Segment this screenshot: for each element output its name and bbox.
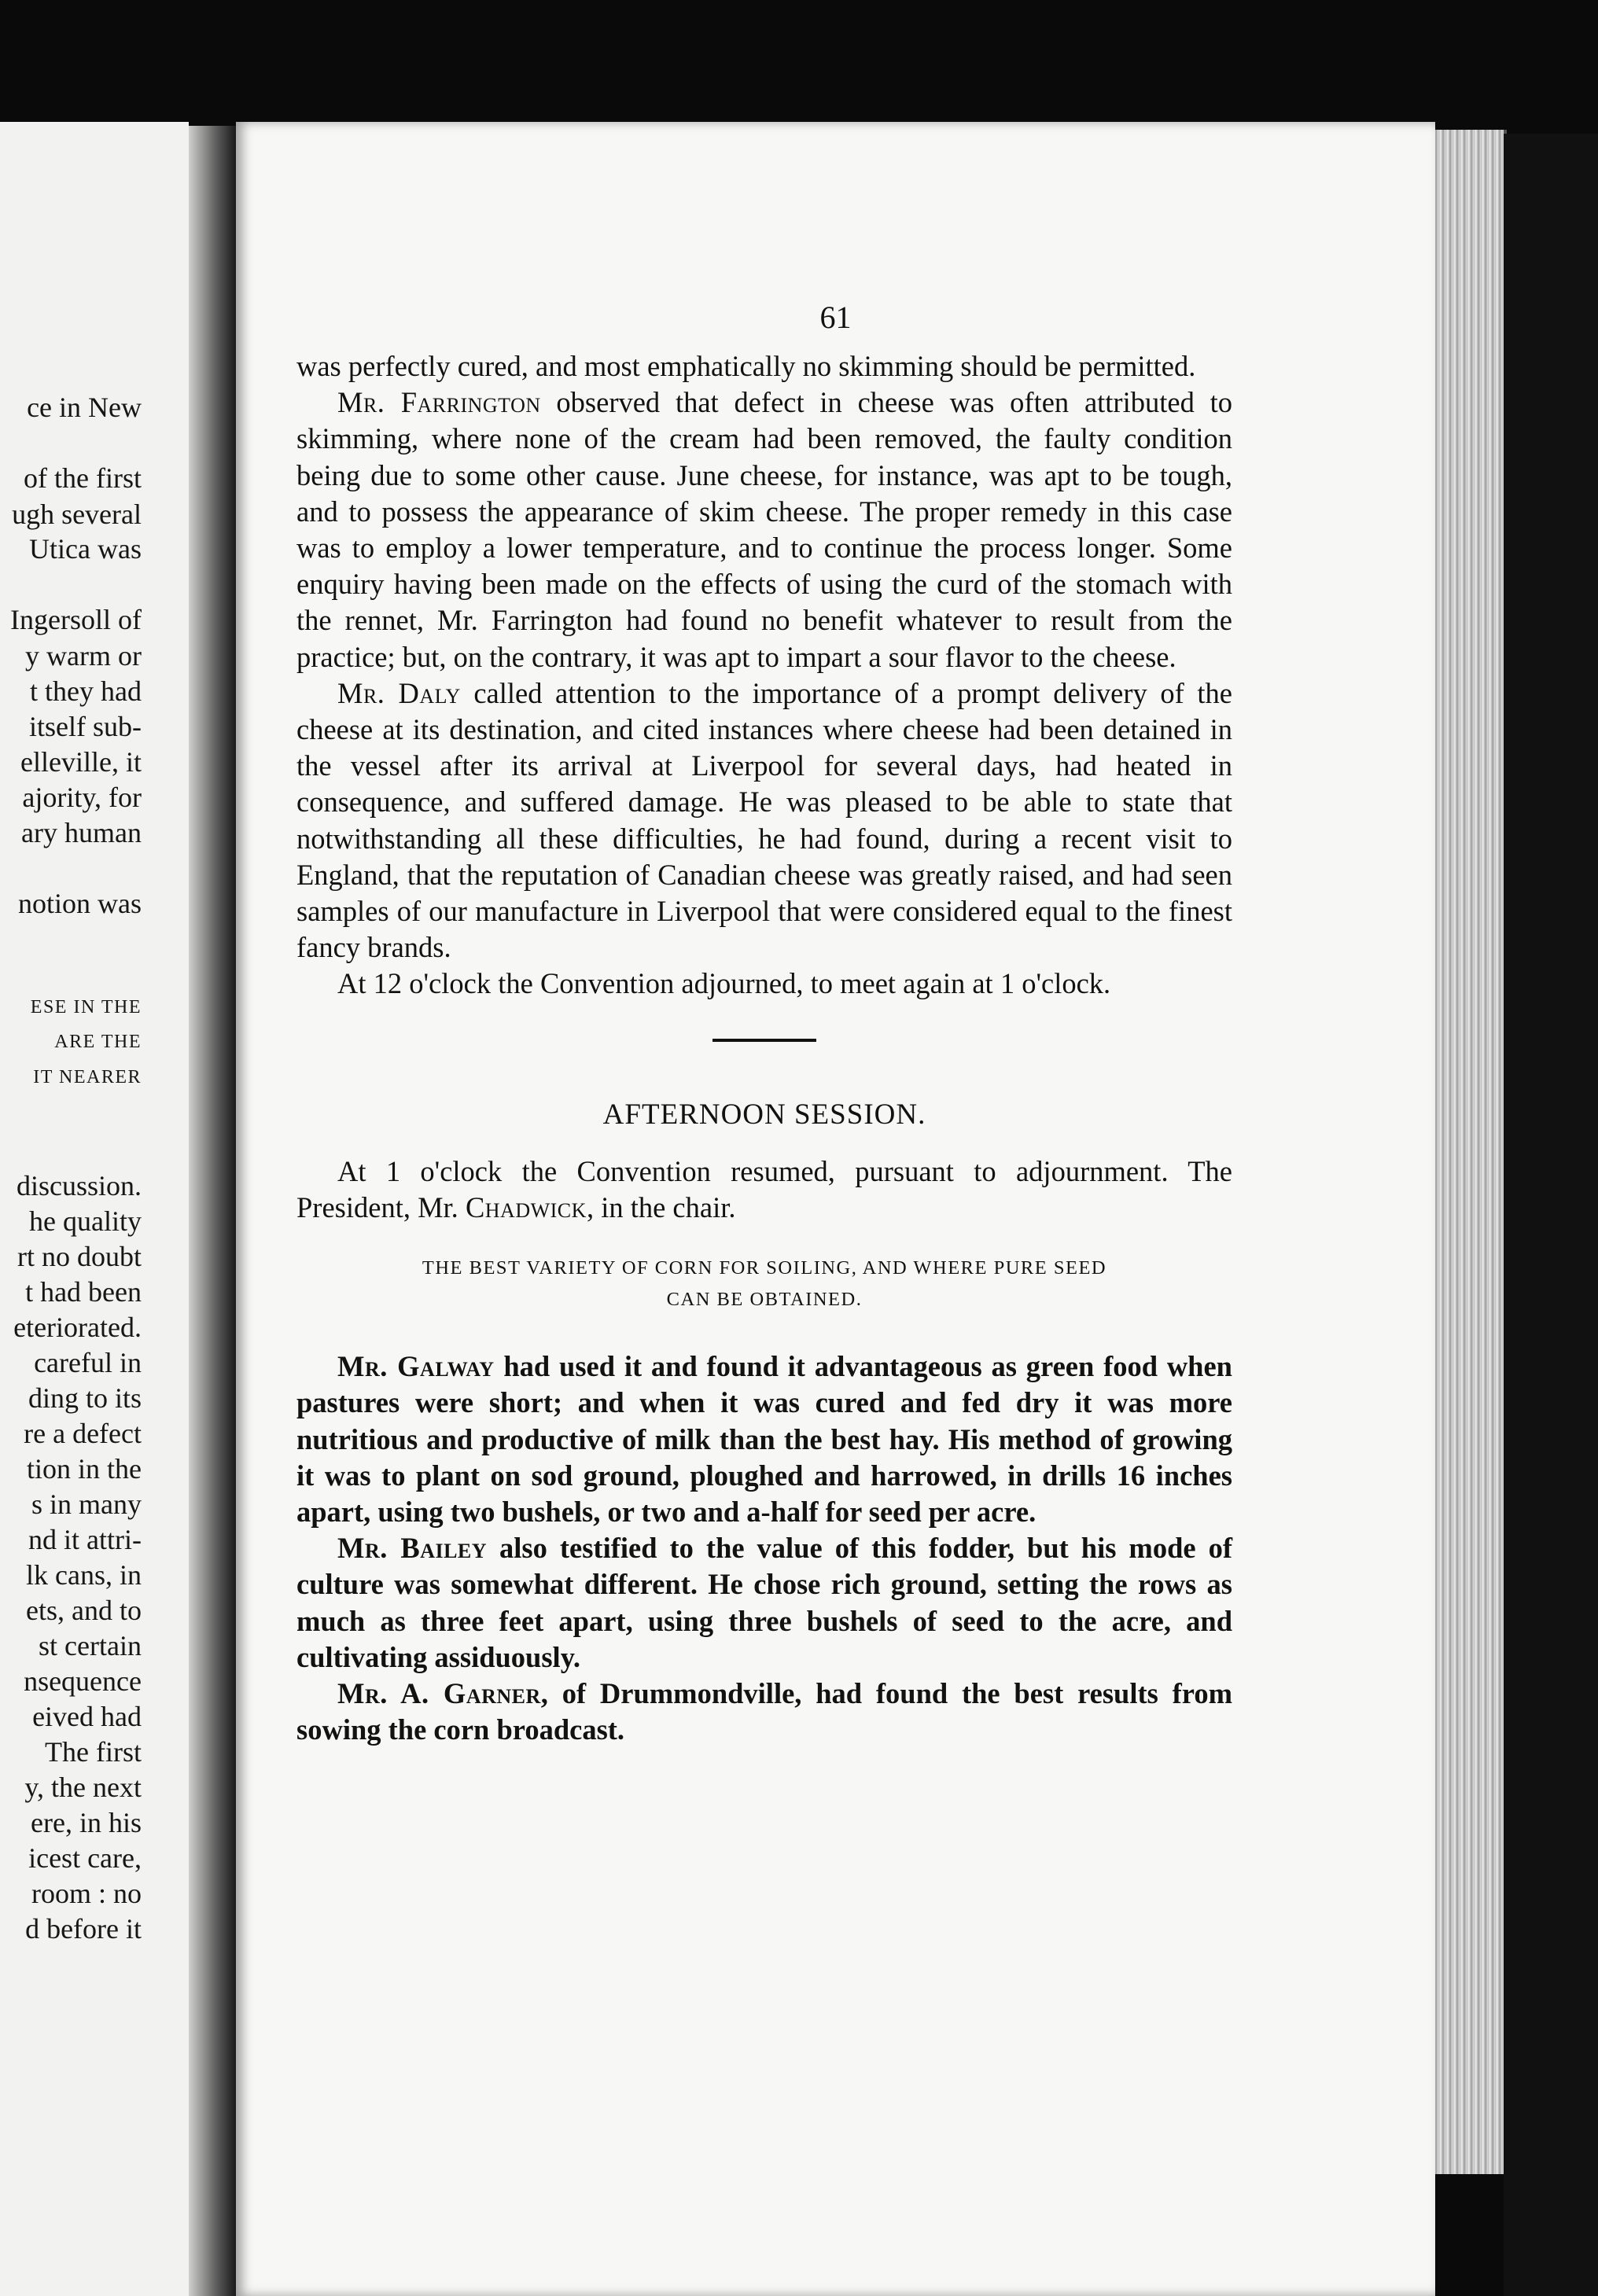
left-page-line: nsequence bbox=[24, 1665, 142, 1697]
left-page-line: careful in bbox=[34, 1347, 142, 1378]
paragraph-resumed bbox=[296, 1154, 1232, 1226]
left-page-line: ets, and to bbox=[26, 1595, 142, 1626]
left-page-line: eived had bbox=[32, 1701, 142, 1732]
left-page-line: eteriorated. bbox=[13, 1312, 142, 1343]
left-page-line: The first bbox=[45, 1736, 142, 1768]
left-page-line: icest care, bbox=[28, 1842, 142, 1874]
speaker-name: Mr. A. Garner bbox=[337, 1677, 541, 1710]
section-divider bbox=[712, 1039, 816, 1042]
paragraph-text: , of Drummondville, had found the best results from sowing the corn broadcast. bbox=[296, 1677, 1232, 1746]
left-page-line: room : no bbox=[31, 1878, 142, 1909]
topic-heading-line: THE BEST VARIETY OF CORN FOR SOILING, AND WHERE PURE SEED bbox=[422, 1257, 1107, 1279]
speaker-name: Mr. Bailey bbox=[337, 1532, 488, 1565]
topic-heading-line: CAN BE OBTAINED. bbox=[666, 1289, 863, 1311]
paragraph-text: also testified to the value of this fodder, but his mode of culture was somewhat different. He chose rich ground, setting the rows as much as three feet apart, using three bushels of seed to the acre, and cultivating assiduously. bbox=[296, 1532, 1232, 1673]
left-page-line: elleville, it bbox=[20, 746, 142, 778]
left-page-line: discussion. bbox=[16, 1170, 142, 1201]
left-page-line: of the first bbox=[24, 462, 142, 494]
left-page-line: y, the next bbox=[24, 1772, 142, 1803]
left-page-line: t had been bbox=[25, 1276, 142, 1308]
paragraph-text: had used it and found it advantageous as green food when pastures were short; and when it was cured and fed dry it was more nutritious and productive of milk than the best hay. His method of growing it was to plant on sod ground, ploughed and harrowed, in drills 16 inches apart, using two bushels, or two and a-half for seed per acre. bbox=[296, 1350, 1232, 1529]
left-page-line: ugh several bbox=[12, 499, 142, 530]
left-page-line: lk cans, in bbox=[26, 1559, 142, 1591]
book-page bbox=[236, 122, 1435, 2296]
paragraph-continuation: was perfectly cured, and most emphatically no skimming should be permitted. bbox=[296, 350, 1196, 382]
left-page-line: ere, in his bbox=[31, 1807, 142, 1838]
section-title: AFTERNOON SESSION. bbox=[602, 1098, 926, 1131]
paragraph-text: called attention to the importance of a prompt delivery of the cheese at its destination, and cited instances where cheese had been detained in the vessel after its arrival at Liverpool for several days, had heated in consequence, and suffered damage. He was pleased to be able to state that notwithstanding all these difficulties, he had found, during a recent visit to England, that the reputation of Canadian cheese was greatly raised, and had seen samples of our manufacture in Liverpool that were considered equal to the finest fancy brands. bbox=[296, 676, 1232, 964]
left-page-line: tion in the bbox=[27, 1453, 142, 1485]
left-page-line: y warm or bbox=[25, 640, 142, 672]
page-edges bbox=[1431, 130, 1507, 2174]
left-page-line: st certain bbox=[39, 1630, 142, 1661]
left-page-line: he quality bbox=[29, 1205, 142, 1237]
left-page-line: ce in New bbox=[27, 392, 142, 423]
paragraph-text: observed that defect in cheese was often attributed to skimming, where none of the cream had been removed, the faulty condition being due to some other cause. June cheese, for instance, was apt to be tough, and to possess the appearance of skim cheese. The proper remedy in this case was to employ a lower temperature, and to continue the process longer. Some enquiry having been made on the effects of using the curd of the stomach with the rennet, Mr. Farrington had found no benefit whatever to result from the practice; but, on the contrary, it was apt to impart a sour flavor to the cheese. bbox=[296, 386, 1232, 673]
left-page-line: ESE IN THE bbox=[30, 997, 142, 1017]
paragraph-bailey bbox=[296, 1530, 1232, 1676]
left-page-line: d before it bbox=[25, 1913, 142, 1945]
left-page-line: itself sub- bbox=[29, 711, 142, 742]
speaker-name: Mr. Galway bbox=[337, 1350, 495, 1383]
page-number: 61 bbox=[819, 300, 852, 335]
left-page-line: Ingersoll of bbox=[10, 604, 142, 635]
left-page-line: ajority, for bbox=[22, 782, 142, 813]
left-page-line: re a defect bbox=[24, 1418, 142, 1449]
left-page-line: rt no doubt bbox=[17, 1241, 142, 1272]
left-page-line: ARE THE bbox=[54, 1032, 142, 1052]
paragraph-adjourned: At 12 o'clock the Convention adjourned, to meet again at 1 o'clock. bbox=[337, 967, 1111, 1000]
topic-heading bbox=[296, 1253, 1232, 1315]
left-page-line: ary human bbox=[21, 817, 142, 848]
left-page-line: IT NEARER bbox=[33, 1067, 142, 1087]
left-page-line: notion was bbox=[18, 888, 142, 919]
speaker-name: Chadwick bbox=[465, 1191, 587, 1224]
paragraph-farrington bbox=[296, 385, 1232, 675]
speaker-name: Mr. Daly bbox=[337, 676, 461, 709]
left-page-line: nd it attri- bbox=[28, 1524, 142, 1555]
paragraph-text: At 1 o'clock the Convention resumed, pursuant to adjournment. The President, Mr. bbox=[296, 1154, 1232, 1224]
left-page-line: Utica was bbox=[29, 533, 142, 565]
left-page-line: t they had bbox=[30, 675, 142, 707]
paragraph-daly bbox=[296, 675, 1232, 966]
left-page-line: s in many bbox=[31, 1488, 142, 1520]
paragraph-galway bbox=[296, 1349, 1232, 1530]
scan-background bbox=[1504, 134, 1598, 2296]
speaker-name: Mr. Farrington bbox=[337, 386, 541, 419]
page-body bbox=[296, 348, 1232, 1749]
book-gutter bbox=[189, 126, 236, 2296]
left-page-line: ding to its bbox=[28, 1382, 142, 1414]
paragraph-garner bbox=[296, 1676, 1232, 1748]
paragraph-text: , in the chair. bbox=[586, 1191, 736, 1224]
